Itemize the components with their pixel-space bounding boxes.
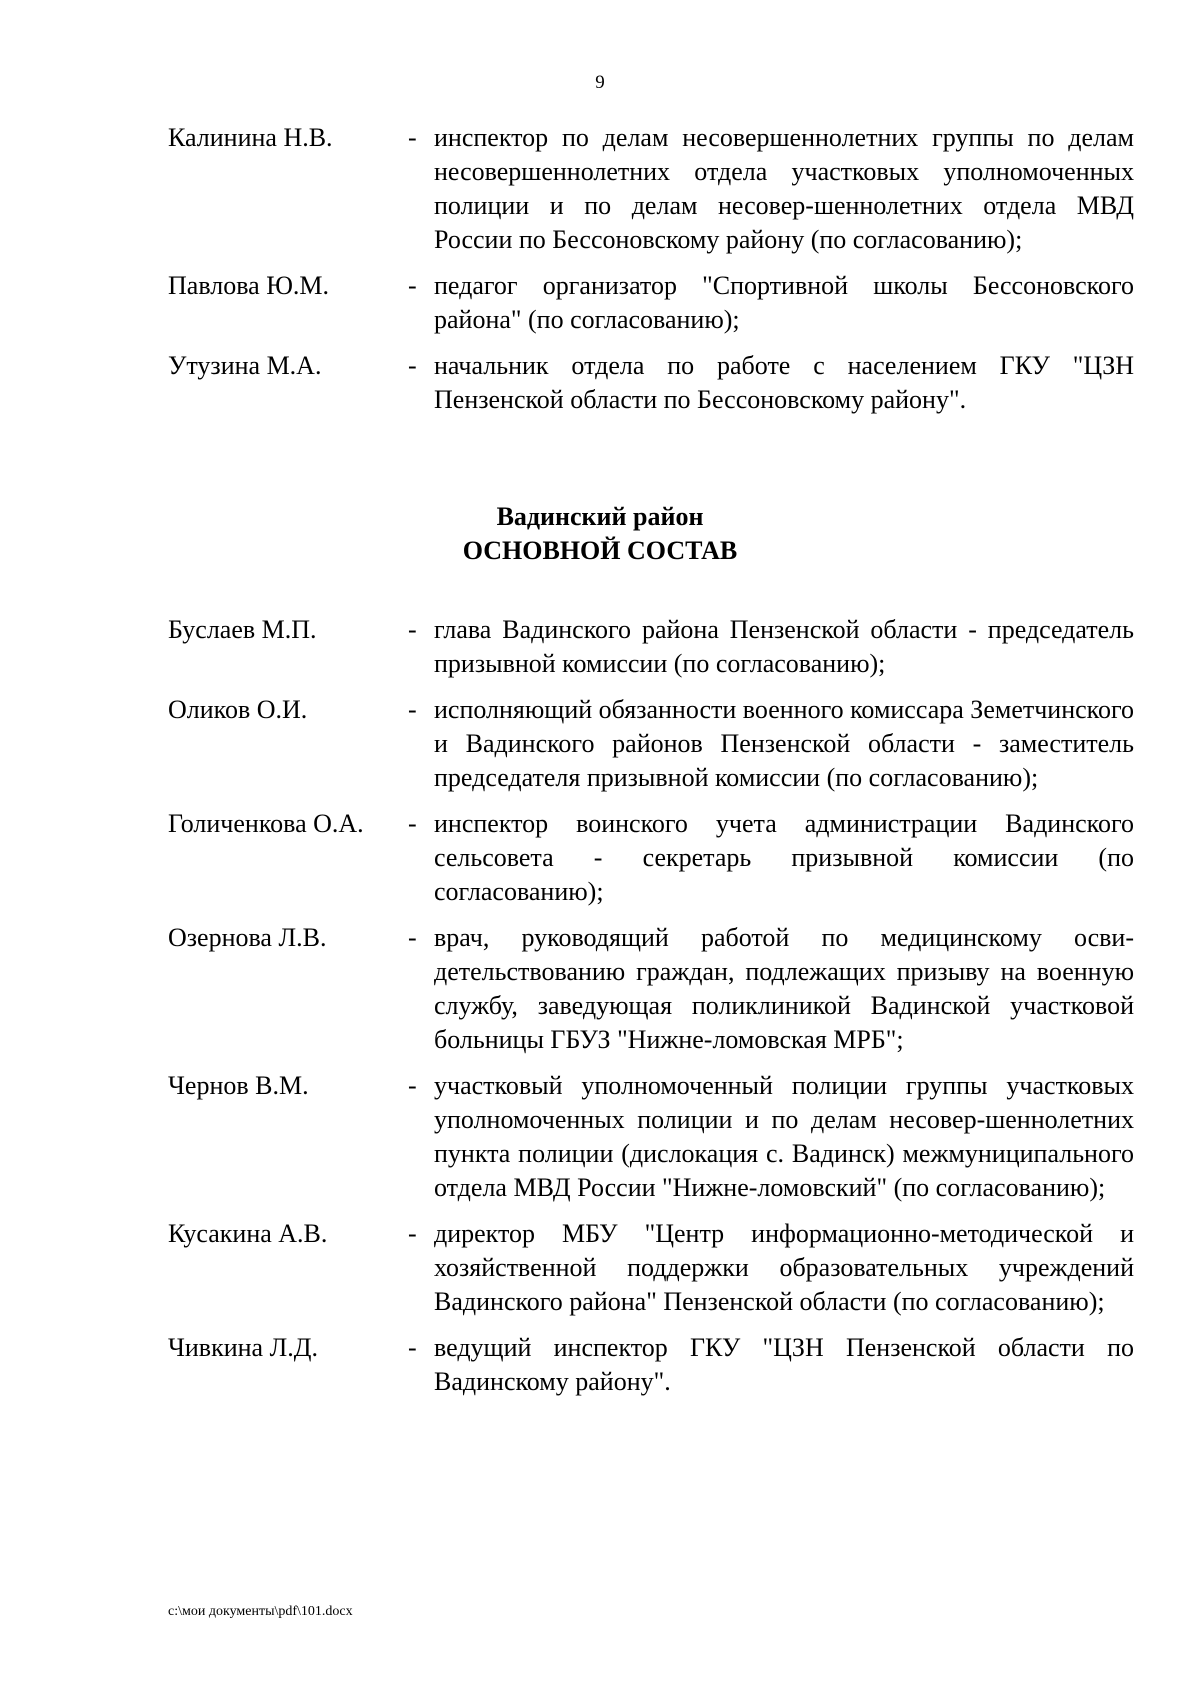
member-name: Чивкина Л.Д. xyxy=(168,1333,318,1362)
member-position: инспектор по делам несовершеннолетних группы по делам несовершеннолетних отдела участковых уполномоченных полиции и по делам несовер-шеннолетних отдела МВД России по Бессоновскому району (по согласованию); xyxy=(434,123,1134,254)
member-name: Кусакина А.В. xyxy=(168,1219,328,1248)
dash-separator: - xyxy=(408,1333,417,1362)
list-item xyxy=(168,693,1134,795)
member-position: ведущий инспектор ГКУ "ЦЗН Пензенской области по Вадинскому району". xyxy=(434,1333,1134,1396)
member-name: Чернов В.М. xyxy=(168,1071,309,1100)
member-position: глава Вадинского района Пензенской области - председатель призывной комиссии (по согласованию); xyxy=(434,615,1134,678)
member-position: начальник отдела по работе с населением ГКУ "ЦЗН Пензенской области по Бессоновскому району". xyxy=(434,351,1134,414)
member-position: директор МБУ "Центр информационно-методической и хозяйственной поддержки образовательных учреждений Вадинского района" Пензенской области (по согласованию); xyxy=(434,1219,1134,1316)
list-item xyxy=(168,1069,1134,1205)
dash-separator: - xyxy=(408,809,417,838)
dash-separator: - xyxy=(408,695,417,724)
member-position: педагог организатор "Спортивной школы Бессоновского района" (по согласованию); xyxy=(434,271,1134,334)
member-position: врач, руководящий работой по медицинскому осви-детельствованию граждан, подлежащих призыву на военную службу, заведующая поликлиникой Вадинской участковой больницы ГБУЗ "Нижне-ломовская МРБ"; xyxy=(434,923,1134,1054)
member-position: исполняющий обязанности военного комиссара Земетчинского и Вадинского районов Пензенской области - заместитель председателя призывной комиссии (по согласованию); xyxy=(434,695,1134,792)
file-path-footer: c:\мои документы\pdf\101.docx xyxy=(168,1604,353,1619)
section-heading xyxy=(0,500,1200,568)
member-name: Калинина Н.В. xyxy=(168,123,333,152)
list-item xyxy=(168,349,1134,417)
list-item xyxy=(168,269,1134,337)
member-name: Озернова Л.В. xyxy=(168,923,327,952)
dash-separator: - xyxy=(408,271,417,300)
composition-title: ОСНОВНОЙ СОСТАВ xyxy=(462,536,738,565)
member-name: Голиченкова О.А. xyxy=(168,809,364,838)
dash-separator: - xyxy=(408,351,417,380)
member-name: Утузина М.А. xyxy=(168,351,322,380)
member-position: участковый уполномоченный полиции группы участковых уполномоченных полиции и по делам несовер-шеннолетних пункта полиции (дислокация с. Вадинск) межмуниципального отдела МВД России "Нижне-ломовский" (по согласованию); xyxy=(434,1071,1134,1202)
list-item xyxy=(168,921,1134,1057)
member-name: Оликов О.И. xyxy=(168,695,308,724)
list-item xyxy=(168,121,1134,257)
dash-separator: - xyxy=(408,123,417,152)
members-list-bessonovsky xyxy=(168,121,1134,429)
list-item xyxy=(168,1331,1134,1399)
page-number: 9 xyxy=(595,72,605,93)
dash-separator: - xyxy=(408,1071,417,1100)
list-item xyxy=(168,613,1134,681)
list-item xyxy=(168,1217,1134,1319)
dash-separator: - xyxy=(408,615,417,644)
district-title: Вадинский район xyxy=(496,502,704,531)
dash-separator: - xyxy=(408,923,417,952)
dash-separator: - xyxy=(408,1219,417,1248)
member-name: Павлова Ю.М. xyxy=(168,271,330,300)
member-name: Буслаев М.П. xyxy=(168,615,317,644)
member-position: инспектор воинского учета администрации Вадинского сельсовета - секретарь призывной комиссии (по согласованию); xyxy=(434,809,1134,906)
members-list-vadinsky xyxy=(168,613,1134,1411)
list-item xyxy=(168,807,1134,909)
